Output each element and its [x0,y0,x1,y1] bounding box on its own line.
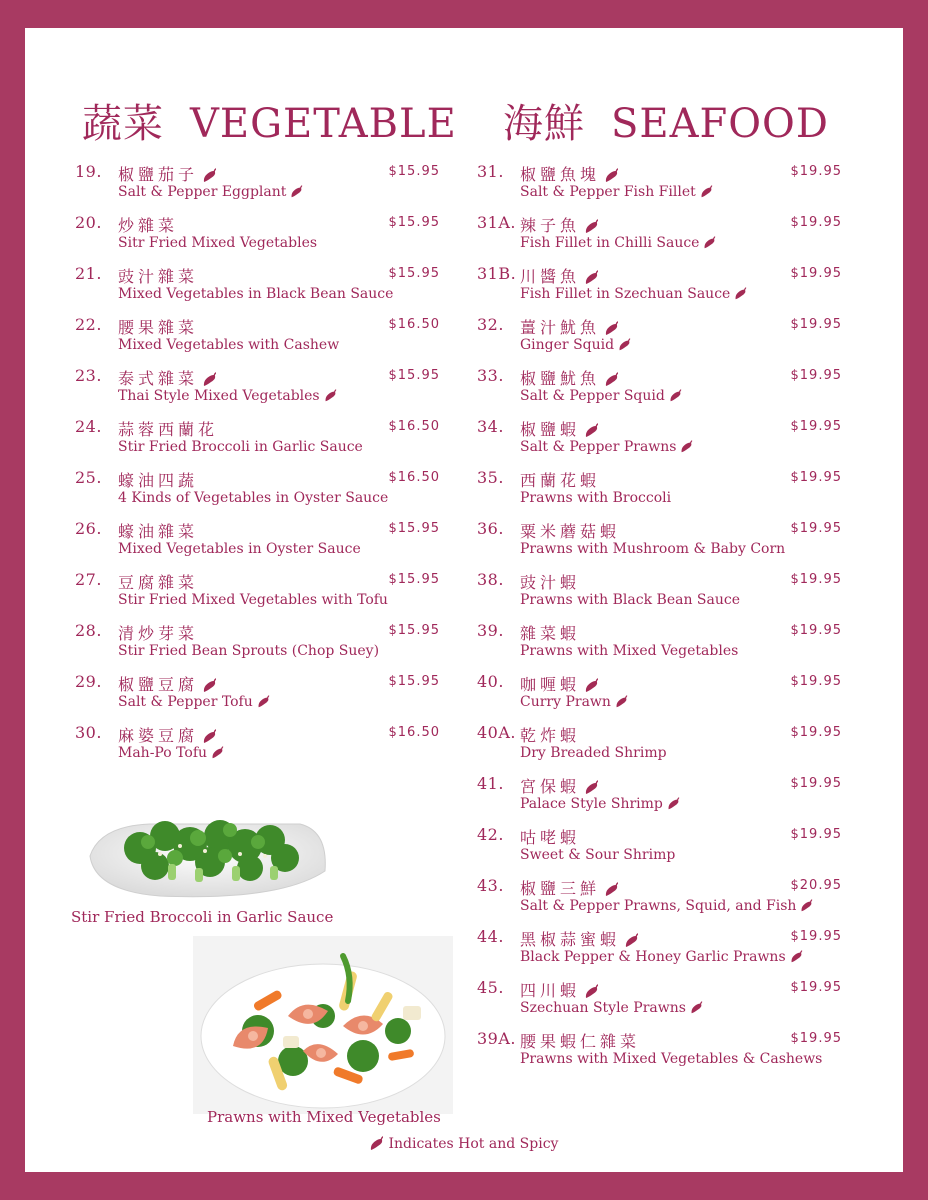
item-name-cn [520,621,580,644]
menu-item [75,366,440,417]
item-number: 24. [75,417,102,436]
item-price: $19.95 [790,215,842,230]
item-price: $19.95 [790,674,842,689]
item-name-cn [520,1029,640,1052]
item-name-cn [118,723,217,746]
item-name-cn [118,366,217,389]
vegetable-heading-en: VEGETABLE [190,101,457,147]
item-name-cn-text: 炒雜菜 [118,216,179,235]
chili-pepper-icon [583,270,599,286]
item-number: 39. [477,621,504,640]
chili-pepper-icon [201,168,217,184]
broccoli-dish-photo [80,796,330,906]
item-name-en [118,337,339,353]
item-name-cn-text: 泰式雜菜 [118,369,199,388]
chili-pepper-icon [323,389,337,403]
chili-pepper-icon [583,678,599,694]
item-name-en [118,541,361,557]
item-name-en-text: Prawns with Mixed Vegetables & Cashews [520,1051,823,1067]
vegetable-menu-list [75,162,440,774]
item-name-en-text: Salt & Pepper Eggplant [118,184,287,200]
item-name-en-text: Palace Style Shrimp [520,796,663,812]
seafood-heading-en: SEAFOOD [611,101,829,147]
menu-item [75,162,440,213]
item-name-en-text: 4 Kinds of Vegetables in Oyster Sauce [118,490,389,506]
item-number: 30. [75,723,102,742]
item-name-en [118,745,224,761]
item-name-en-text: Stir Fried Broccoli in Garlic Sauce [118,439,363,455]
item-name-cn [118,417,218,440]
item-price: $16.50 [388,419,440,434]
item-number: 32. [477,315,504,334]
item-price: $19.95 [790,827,842,842]
menu-item [477,315,842,366]
chili-pepper-icon [689,1001,703,1015]
item-name-en-text: Stir Fried Bean Sprouts (Chop Suey) [118,643,380,659]
chili-pepper-icon [583,780,599,796]
item-name-en [118,184,303,200]
item-price: $19.95 [790,929,842,944]
item-name-en [520,949,803,965]
item-price: $19.95 [790,572,842,587]
chili-pepper-icon [210,746,224,760]
chili-pepper-icon [201,729,217,745]
chili-pepper-icon [733,287,747,301]
item-price: $15.95 [388,521,440,536]
item-name-en-text: Szechuan Style Prawns [520,1000,686,1016]
item-name-cn-text: 四川蝦 [520,981,581,1000]
item-name-cn-text: 乾炸蝦 [520,726,581,745]
menu-item [477,468,842,519]
item-name-en [520,337,631,353]
vegetable-heading-cn: 蔬菜 [82,101,164,147]
item-name-cn-text: 宮保蝦 [520,777,581,796]
chili-pepper-icon [603,168,619,184]
broccoli-photo-caption: Stir Fried Broccoli in Garlic Sauce [71,908,334,926]
chili-pepper-icon [603,372,619,388]
item-number: 26. [75,519,102,538]
menu-item [477,774,842,825]
item-name-en [520,694,628,710]
item-name-en-text: Stir Fried Mixed Vegetables with Tofu [118,592,388,608]
menu-item [477,723,842,774]
item-name-en-text: Fish Fillet in Szechuan Sauce [520,286,731,302]
item-name-cn-text: 椒鹽豆腐 [118,675,199,694]
menu-item [75,417,440,468]
item-name-cn [520,723,580,746]
prawn-photo-caption: Prawns with Mixed Vegetables [207,1108,441,1126]
item-name-cn-text: 辣子魚 [520,216,581,235]
item-name-cn-text: 蠔油雜菜 [118,522,199,541]
item-price: $19.95 [790,266,842,281]
menu-item [477,519,842,570]
item-price: $19.95 [790,980,842,995]
chili-pepper-icon [289,185,303,199]
item-name-cn [520,315,619,338]
item-name-cn-text: 腰果蝦仁雜菜 [520,1032,641,1051]
chili-pepper-icon [666,797,680,811]
item-name-en-text: Mixed Vegetables in Oyster Sauce [118,541,361,557]
item-name-en [118,694,270,710]
item-price: $19.95 [790,470,842,485]
item-price: $19.95 [790,164,842,179]
chili-pepper-icon [583,984,599,1000]
chili-pepper-icon [702,236,716,250]
item-name-en [520,184,713,200]
item-name-cn-text: 椒鹽茄子 [118,165,199,184]
item-price: $16.50 [388,317,440,332]
item-name-cn-text: 椒鹽蝦 [520,420,581,439]
item-name-en [520,286,747,302]
item-name-cn [520,978,599,1001]
item-name-cn [520,825,580,848]
chili-pepper-icon [603,321,619,337]
item-price: $15.95 [388,215,440,230]
item-name-en [520,1000,703,1016]
item-number: 22. [75,315,102,334]
item-number: 41. [477,774,504,793]
menu-item [477,978,842,1029]
item-number: 34. [477,417,504,436]
chili-pepper-icon [368,1136,384,1152]
item-number: 35. [477,468,504,487]
item-name-en-text: Sweet & Sour Shrimp [520,847,676,863]
item-name-en-text: Fish Fillet in Chilli Sauce [520,235,700,251]
menu-item [75,315,440,366]
prawn-dish-photo [193,936,453,1114]
item-price: $15.95 [388,266,440,281]
item-number: 40A. [477,723,516,742]
spicy-legend-text: Indicates Hot and Spicy [388,1136,559,1152]
menu-item [75,621,440,672]
item-name-cn-text: 蒜蓉西蘭花 [118,420,219,439]
item-price: $19.95 [790,317,842,332]
item-name-en [118,439,363,455]
item-name-en-text: Sitr Fried Mixed Vegetables [118,235,318,251]
item-number: 31. [477,162,504,181]
item-name-en [118,643,379,659]
item-name-cn-text: 薑汁魷魚 [520,318,601,337]
menu-item [75,519,440,570]
menu-item [477,417,842,468]
item-price: $19.95 [790,776,842,791]
item-number: 42. [477,825,504,844]
seafood-heading [503,92,829,149]
item-price: $19.95 [790,623,842,638]
menu-item [477,876,842,927]
item-name-cn-text: 豉汁雜菜 [118,267,199,286]
item-name-cn-text: 麻婆豆腐 [118,726,199,745]
menu-item [75,723,440,774]
item-name-en-text: Salt & Pepper Prawns [520,439,677,455]
item-number: 43. [477,876,504,895]
item-price: $15.95 [388,674,440,689]
chili-pepper-icon [699,185,713,199]
item-name-cn [118,519,198,542]
menu-page [25,28,903,1172]
menu-item [75,264,440,315]
item-name-en [520,235,716,251]
item-name-cn [520,264,599,287]
chili-pepper-icon [201,372,217,388]
item-name-en [520,1051,822,1067]
item-name-cn [118,315,198,338]
item-name-cn-text: 豉汁蝦 [520,573,581,592]
chili-pepper-icon [799,899,813,913]
item-name-cn [520,570,580,593]
item-price: $15.95 [388,368,440,383]
chili-pepper-icon [623,933,639,949]
item-name-en-text: Mah-Po Tofu [118,745,208,761]
item-name-en [520,592,740,608]
item-name-en-text: Prawns with Mushroom & Baby Corn [520,541,786,557]
item-number: 23. [75,366,102,385]
item-number: 38. [477,570,504,589]
item-name-en-text: Prawns with Mixed Vegetables [520,643,739,659]
item-name-en [118,592,388,608]
item-number: 31B. [477,264,517,283]
item-name-cn-text: 黑椒蒜蜜蝦 [520,930,621,949]
item-number: 25. [75,468,102,487]
chili-pepper-icon [256,695,270,709]
menu-item [75,468,440,519]
item-number: 33. [477,366,504,385]
item-name-cn-text: 清炒芽菜 [118,624,199,643]
item-name-en-text: Ginger Squid [520,337,615,353]
chili-pepper-icon [668,389,682,403]
menu-item [477,621,842,672]
item-price: $15.95 [388,623,440,638]
item-name-en-text: Salt & Pepper Prawns, Squid, and Fish [520,898,797,914]
item-name-cn [520,213,599,236]
menu-item [477,825,842,876]
item-name-cn-text: 咕咾蝦 [520,828,581,847]
item-name-en [118,235,317,251]
item-price: $15.95 [388,572,440,587]
chili-pepper-icon [614,695,628,709]
item-name-en [118,286,393,302]
item-name-cn-text: 椒鹽三鮮 [520,879,601,898]
item-price: $19.95 [790,419,842,434]
item-name-cn [520,162,619,185]
item-price: $16.50 [388,725,440,740]
item-name-cn-text: 咖喱蝦 [520,675,581,694]
item-number: 29. [75,672,102,691]
menu-item [75,672,440,723]
menu-item [477,927,842,978]
item-name-cn [118,672,217,695]
menu-item [477,570,842,621]
item-name-cn-text: 川醬魚 [520,267,581,286]
item-name-en [520,490,671,506]
chili-pepper-icon [201,678,217,694]
item-price: $19.95 [790,368,842,383]
item-name-cn-text: 粟米蘑菇蝦 [520,522,621,541]
item-name-cn-text: 豆腐雜菜 [118,573,199,592]
item-name-en-text: Salt & Pepper Squid [520,388,665,404]
item-price: $19.95 [790,725,842,740]
menu-item [477,366,842,417]
spicy-legend [365,1136,558,1152]
item-name-cn-text: 椒鹽魷魚 [520,369,601,388]
chili-pepper-icon [583,219,599,235]
item-name-cn-text: 蠔油四蔬 [118,471,199,490]
item-name-en [520,388,682,404]
item-number: 21. [75,264,102,283]
menu-item [477,264,842,315]
item-number: 27. [75,570,102,589]
item-name-cn [520,468,600,491]
item-number: 39A. [477,1029,516,1048]
item-price: $16.50 [388,470,440,485]
item-name-en [520,439,693,455]
item-name-en-text: Curry Prawn [520,694,611,710]
item-name-cn [118,162,217,185]
item-name-en-text: Mixed Vegetables with Cashew [118,337,340,353]
item-name-cn [520,672,599,695]
menu-item [477,672,842,723]
chili-pepper-icon [679,440,693,454]
item-name-en-text: Prawns with Broccoli [520,490,672,506]
item-number: 40. [477,672,504,691]
item-number: 31A. [477,213,516,232]
menu-item [477,1029,842,1080]
item-name-cn-text: 雜菜蝦 [520,624,581,643]
item-price: $20.95 [790,878,842,893]
item-price: $15.95 [388,164,440,179]
item-number: 45. [477,978,504,997]
item-name-en [520,847,675,863]
item-name-cn [118,213,178,236]
item-name-en [520,898,813,914]
item-number: 36. [477,519,504,538]
item-name-cn [520,876,619,899]
item-number: 44. [477,927,504,946]
chili-pepper-icon [583,423,599,439]
item-name-cn [520,519,620,542]
item-name-en [118,490,388,506]
item-name-cn [118,264,198,287]
item-name-cn [118,621,198,644]
item-price: $19.95 [790,521,842,536]
item-name-cn [118,570,198,593]
item-name-en-text: Thai Style Mixed Vegetables [118,388,320,404]
item-name-cn-text: 腰果雜菜 [118,318,199,337]
item-name-en-text: Salt & Pepper Fish Fillet [520,184,696,200]
item-name-cn-text: 西蘭花蝦 [520,471,601,490]
seafood-heading-cn: 海鮮 [503,101,585,147]
item-name-cn-text: 椒鹽魚塊 [520,165,601,184]
item-name-en-text: Black Pepper & Honey Garlic Prawns [520,949,786,965]
menu-item [75,570,440,621]
item-name-cn [520,774,599,797]
item-name-cn [118,468,198,491]
chili-pepper-icon [617,338,631,352]
item-price: $19.95 [790,1031,842,1046]
item-number: 19. [75,162,102,181]
item-name-en [520,541,785,557]
item-number: 20. [75,213,102,232]
seafood-menu-list [477,162,842,1080]
item-name-en [520,745,667,761]
menu-item [477,213,842,264]
item-name-en-text: Salt & Pepper Tofu [118,694,253,710]
item-name-cn [520,927,639,950]
item-name-en [520,643,738,659]
chili-pepper-icon [603,882,619,898]
item-name-en-text: Mixed Vegetables in Black Bean Sauce [118,286,394,302]
item-name-en-text: Prawns with Black Bean Sauce [520,592,741,608]
item-number: 28. [75,621,102,640]
menu-item [477,162,842,213]
vegetable-heading [82,92,457,149]
menu-item [75,213,440,264]
item-name-en-text: Dry Breaded Shrimp [520,745,667,761]
chili-pepper-icon [789,950,803,964]
item-name-en [520,796,680,812]
item-name-en [118,388,337,404]
item-name-cn [520,366,619,389]
item-name-cn [520,417,599,440]
